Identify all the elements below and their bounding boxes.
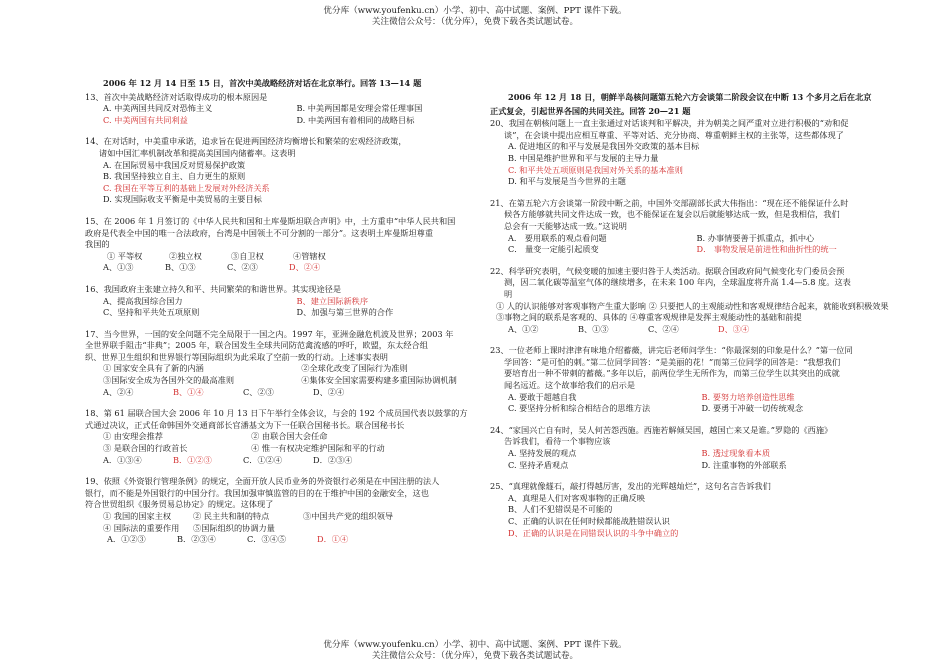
item: ① 国家安全具有了新的内涵 bbox=[103, 363, 204, 374]
option-b[interactable]: B. 办事情要善于抓重点，抓中心 bbox=[696, 232, 815, 243]
question-stem-cont: 候各方能够就共同文件达成一致，也不能保证在复会以后就能够达成一致，但是我相信，我们 bbox=[504, 209, 840, 220]
question-stem: 18、第 61 届联合国大会 2006 年 10 月 13 日下午举行全体会议，与会的 192 个成员国代表以鼓掌的方 bbox=[85, 408, 468, 419]
question-stem: 23、一位老师上课时津津有味地介绍蓄薇，讲完后老师问学生：“你最深刻的印象是什么？”第一位同 bbox=[490, 345, 853, 356]
option-c[interactable]: C. 中美两国有共同利益 bbox=[103, 114, 188, 125]
option-a[interactable]: A．①③④ bbox=[103, 454, 142, 465]
question-stem-cont: 谈”，在会谈中提出应相互尊重、平等对话、充分协商、尊重朝鲜主权的主张等，这些都体现了 bbox=[504, 129, 844, 140]
question-stem-cont: 要培育出一种不带刺的蓄薇。”多年以后，前两位学生无所作为，而第三位学生以其突出的成就 bbox=[504, 368, 840, 379]
option-a[interactable]: A、提高我国综合国力 bbox=[103, 295, 183, 306]
option-c[interactable]: C． 量变一定能引起质变 bbox=[508, 244, 599, 255]
option-b[interactable]: B. 透过现象看本质 bbox=[701, 448, 771, 459]
option-d[interactable]: D、②④ bbox=[289, 262, 321, 273]
item: ④集体安全国家需要构建多重国际协调机制 bbox=[301, 375, 457, 386]
section-intro: 2006 年 12 月 18 日，朝鲜半岛核问题第五轮六方会谈第二阶段会议在中断 13 个多月之后在北京 bbox=[508, 92, 872, 102]
item: ① 平等权 bbox=[107, 250, 143, 261]
page-header bbox=[0, 6, 950, 28]
option-a[interactable]: A. 促进地区的和平与发展是我国外交政策的基本目标 bbox=[508, 141, 700, 152]
option-d[interactable]: D. 中美两国有着相同的战略目标 bbox=[296, 114, 415, 125]
option-d[interactable]: D. 要勇于冲破一切传统观念 bbox=[701, 403, 804, 414]
option-c[interactable]: C、坚持和平共处五项原则 bbox=[103, 307, 200, 318]
question-stem-cont: 织、世界卫生组织和世界银行等国际组织为此采取了空前一致的行动。上述事实表明 bbox=[85, 351, 388, 362]
question-24 bbox=[490, 425, 895, 471]
option-b[interactable]: B、①③ bbox=[578, 323, 609, 334]
option-a[interactable]: A．①②③ bbox=[107, 534, 146, 545]
section-intro-cont: 正式复会，引起世界各国的共同关注。回答 20—21 题 bbox=[490, 105, 691, 116]
item: ① 由安理会推荐 bbox=[103, 431, 163, 442]
question-19 bbox=[85, 476, 490, 546]
option-b[interactable]: B、①④ bbox=[173, 386, 204, 397]
option-d[interactable]: D、正确的认识是在同错误认识的斗争中确立的 bbox=[508, 527, 679, 538]
question-22 bbox=[490, 266, 895, 336]
question-14 bbox=[85, 136, 490, 206]
option-d[interactable]: D．①④ bbox=[317, 534, 349, 545]
option-a[interactable]: A、②④ bbox=[103, 386, 134, 397]
question-stem-cont: 学回答：“是可怕的刺。”第二位同学回答：“是美丽的花！”而第三位同学的回答是：“我想我们 bbox=[504, 356, 841, 367]
item: ② 由联合国大会任命 bbox=[251, 431, 328, 442]
option-c[interactable]: C. 我国在平等互利的基础上发展对外经济关系 bbox=[103, 182, 270, 193]
question-stem: 16、我国政府主张建立持久和平、共同繁荣的和谐世界。其实现途径是 bbox=[85, 283, 342, 294]
question-18 bbox=[85, 408, 490, 466]
footer-line-1: 优分库（www.youfenku.cn）小学、初中、高中试题、案例、PPT 课件下载。 bbox=[323, 640, 627, 650]
option-d[interactable]: D．②③④ bbox=[313, 454, 353, 465]
item: ① 我国的国家主权 bbox=[103, 511, 172, 521]
item: ②全球化改变了国际行为准则 bbox=[301, 363, 408, 374]
option-d[interactable]: D、加强与第三世界的合作 bbox=[296, 307, 394, 318]
option-a[interactable]: A、真理是人们对客观事物的正确反映 bbox=[508, 492, 645, 503]
option-a[interactable]: A. 中美两国共同反对恐怖主义 bbox=[103, 103, 213, 114]
option-b[interactable]: B、人们不犯错误是不可能的 bbox=[508, 504, 613, 515]
item: ④ 国际法的重要作用 bbox=[103, 522, 180, 533]
option-d[interactable]: D、③④ bbox=[718, 323, 750, 334]
item: ③国际安全成为各国外交的最高准则 bbox=[103, 375, 235, 386]
option-b[interactable]: B、①③ bbox=[165, 262, 196, 273]
item: ②独立权 bbox=[169, 250, 202, 261]
option-b[interactable]: B. 要努力培养创造性思维 bbox=[701, 391, 795, 402]
question-stem: 19、依照《外资银行管理条例》的规定，全面开放人民币业务的外资银行必须是在中国注册的法人 bbox=[85, 476, 440, 487]
footer-line-2: 关注微信公众号：（优分库），免费下载各类试题试卷。 bbox=[371, 651, 579, 661]
option-a[interactable]: A、①② bbox=[508, 323, 539, 334]
right-column bbox=[490, 92, 895, 549]
header-line-2: 关注微信公众号：（优分库），免费下载各类试题试卷。 bbox=[371, 17, 579, 27]
question-17 bbox=[85, 329, 490, 399]
question-stem-cont: 诸如中国汇率机制改革和提高美国国内储蓄率。这表明 bbox=[99, 147, 296, 158]
option-c[interactable]: C．③④⑤ bbox=[247, 534, 287, 545]
question-23 bbox=[490, 345, 895, 415]
question-stem: 25、“真理就像燧石，敲打得越厉害，发出的光辉越灿烂”，这句名言告诉我们 bbox=[490, 481, 771, 492]
question-stem: 24、“家国兴亡自有时，吴人何苦怨西施。西施若解倾吴国，越国亡来又是谁。”罗隐的《西施》 bbox=[490, 424, 833, 435]
option-d[interactable]: D、②④ bbox=[313, 386, 345, 397]
left-column bbox=[85, 78, 490, 556]
question-stem: 22、科学研究表明，气候变暖的加速主要归咎于人类活动。据联合国政府间气候变化专门委员会预 bbox=[490, 265, 845, 276]
question-stem: 13、首次中美战略经济对话取得成功的根本原因是 bbox=[85, 91, 268, 102]
question-stem-cont: 闻名远近。这个故事给我们的启示是 bbox=[504, 380, 636, 391]
item: ③自卫权 bbox=[231, 250, 264, 261]
option-b[interactable]: B. 中国是维护世界和平与发展的主导力量 bbox=[508, 152, 659, 163]
option-d[interactable]: D. 注重事物的外部联系 bbox=[701, 459, 787, 470]
question-stem-cont: 总会有一天能够达成一致。”这说明 bbox=[504, 220, 627, 231]
question-stem: 21、在第五轮六方会谈第一阶段中断之前，中国外交部副部长武大伟指出：“现在还不能保证什么时 bbox=[490, 197, 849, 208]
option-d[interactable]: D． 事物发展是前进性和曲折性的统一 bbox=[696, 244, 837, 255]
question-16 bbox=[85, 284, 490, 319]
question-stem-cont: 符合世贸组织《服务贸易总协定》的规定。这体现了 bbox=[85, 499, 274, 510]
question-stem-cont: 式通过决议，正式任命韩国外交通商部长官潘基文为下一任联合国秘书长。联合国秘书长 bbox=[85, 419, 405, 430]
header-line-1: 优分库（www.youfenku.cn）小学、初中、高中试题、案例、PPT 课件下载。 bbox=[323, 6, 627, 16]
option-c[interactable]: C、②③ bbox=[243, 386, 274, 397]
item: ② 民主共和制的特点 bbox=[193, 511, 270, 521]
question-stem-cont: 政府是代表全中国的唯一合法政府，台湾是中国领土不可分割的一部分”。这表明土库曼斯坦尊重 bbox=[85, 227, 434, 238]
option-b[interactable]: B、建立国际新秩序 bbox=[296, 295, 369, 306]
option-c[interactable]: C、正确的认识在任何时候都能战胜错误认识 bbox=[508, 516, 670, 526]
item: ⑤国际组织的协调力量 bbox=[193, 522, 275, 533]
question-stem: 14、在对话时，中美重申承诺，追求旨在促进两国经济均衡增长和繁荣的宏观经济政策， bbox=[85, 136, 407, 147]
question-stem-cont: 我国的 bbox=[85, 239, 110, 250]
option-c[interactable]: C. 和平共处五项原则是我国对外关系的基本准则 bbox=[508, 164, 683, 175]
option-c[interactable]: C. 要坚持分析和综合相结合的思维方法 bbox=[508, 403, 651, 414]
question-stem-cont: 告诉我们，看待一个事物应该 bbox=[504, 436, 611, 447]
question-stem-cont: 测，因二氧化碳等温室气体的继续增多，在未来 100 年内，全球温度将升高 1.4—5.8 度。这表 bbox=[504, 277, 851, 288]
option-a[interactable]: A. 在国际贸易中我国反对贸易保护政策 bbox=[103, 159, 246, 170]
page-footer bbox=[0, 640, 950, 662]
option-c[interactable]: C、②④ bbox=[648, 323, 679, 334]
item: ③ 是联合国的行政首长 bbox=[103, 443, 188, 454]
item: ④管辖权 bbox=[293, 250, 326, 261]
question-13 bbox=[85, 92, 490, 127]
option-c[interactable]: C、②③ bbox=[227, 262, 258, 273]
question-25 bbox=[490, 481, 895, 539]
item: ③中国共产党的组织领导 bbox=[303, 511, 394, 521]
option-a[interactable]: A． 要用联系的观点看问题 bbox=[508, 232, 607, 243]
question-20 bbox=[490, 118, 895, 188]
question-21 bbox=[490, 198, 895, 256]
question-stem: 17、当今世界，一国的安全问题不完全局限于一国之内。1997 年，亚洲金融危机波及世界；2003 年 bbox=[85, 328, 454, 339]
question-15 bbox=[85, 216, 490, 274]
item: ④ 惟一有权决定维护国际和平的行动 bbox=[251, 443, 385, 454]
option-c[interactable]: C．①②④ bbox=[243, 454, 283, 465]
question-stem-cont: 全世界联手阻击“非典”；2005 年，联合国发生全球共同防范禽流感的呼吁，欧盟，东太经合组 bbox=[85, 340, 428, 351]
option-c[interactable]: C. 坚持矛盾观点 bbox=[508, 459, 569, 470]
question-stem-cont: 明 bbox=[504, 288, 513, 299]
option-a[interactable]: A、①③ bbox=[103, 262, 134, 273]
question-stem-cont: 银行，而不能是外国银行的中国分行。我国加强审慎监管的目的在于维护中国的金融安全，这也 bbox=[85, 487, 429, 498]
item-list: ① 人的认识能够对客观事物产生重大影响 ② 只要把人的主观能动性和客观规律结合起来，就能收到积极效果 ③事物之间的联系是客观的、具体的 ④尊重客观规律是发挥主观能动性的基础和前提 bbox=[496, 300, 889, 323]
question-stem: 15、在 2006 年 1 月签订的《中华人民共和国和土库曼斯坦联合声明》中，土方重申“中华人民共和国 bbox=[85, 215, 456, 226]
question-stem: 20、我国在朝核问题上一直主张通过对话谈判和平解决，并为朝美之间严重对立进行积极的“劝和促 bbox=[490, 118, 849, 129]
option-a[interactable]: A. 要敢于超越自我 bbox=[508, 391, 577, 402]
option-d[interactable]: D. 和平与发展是当今世界的主题 bbox=[508, 176, 626, 187]
option-b[interactable]: B. 我国坚持独立自主、自力更生的原则 bbox=[103, 171, 246, 182]
option-b[interactable]: B．②③④ bbox=[177, 534, 216, 545]
option-d[interactable]: D. 实现国际收支平衡是中美贸易的主要目标 bbox=[103, 194, 262, 205]
section-intro: 2006 年 12 月 14 日至 15 日，首次中美战略经济对话在北京举行。回答 13—14 题 bbox=[103, 78, 422, 88]
option-b[interactable]: B．①②③ bbox=[173, 454, 212, 465]
option-a[interactable]: A. 坚持发展的观点 bbox=[508, 448, 577, 459]
option-b[interactable]: B. 中美两国都是安理会常任理事国 bbox=[296, 103, 423, 114]
